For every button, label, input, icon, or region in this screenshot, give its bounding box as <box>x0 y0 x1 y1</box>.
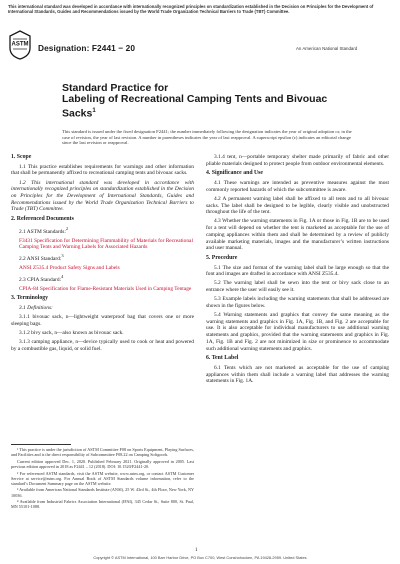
paragraph-2-2: 2.2 ANSI Standard:$^3$ <box>19 253 64 262</box>
section-heading-procedure: 5. Procedure <box>206 254 238 261</box>
title-line-1: Standard Practice for <box>62 82 169 94</box>
copyright-footer: Copyright © ASTM International, 100 Barr Harbor Drive, PO Box C700, West Conshohocken, PA 19428-2959. United States <box>93 555 307 560</box>
paragraph-1-1: 1.1 This practice establishes requirements for warnings and other information that shall be permanently affixed to recreational camping tents and bivouac sacks. <box>11 163 194 177</box>
section-heading-scope: 1. Scope <box>11 154 32 160</box>
left-column <box>11 154 194 355</box>
paragraph-3-1: 3.1 Definitions: <box>19 304 53 311</box>
designation: Designation: F2441 − 20 <box>38 43 136 53</box>
definition-bivouac-sack: 3.1.1 bivouac sack, n—lightweight waterproof bag that covers one or more sleeping bags. <box>11 314 194 327</box>
section-heading-referenced-documents: 2. Referenced Documents <box>11 216 74 223</box>
paragraph-4-3: 4.3 Whether the warning statements in Fig. 1A or those in Fig. 1B are to be used for a tent will depend on whether the tent is marketed as acceptable for the use of camping appliances within them and shall be determined by a review of publicly available marketing materials, images and the manufacturer’s written instructions and user manual. <box>206 218 389 252</box>
paragraph-5-3: 5.3 Example labels including the warning statements that shall be addressed are shown in the figures below. <box>206 296 389 309</box>
footnote-3: ³ Available from American National Standards Institute (ANSI), 25 W. 43rd St., 4th Floor, New York, NY 10036. <box>11 487 194 498</box>
footnote-4: ⁴ Available from Industrial Fabrics Association International (IFAI), 345 Cedar St., Suite 800, St. Paul, MN 55101-1088. <box>11 499 194 510</box>
paragraph-6-1: 6.1 Tents which are not marketed as acceptable for the use of camping appliances within them shall include a warning label that addresses the warning statements in Fig. 1A. <box>206 364 389 385</box>
paragraph-4-2: 4.2 A permanent warning label shall be affixed to all tents and to all bivouac sacks. The label shall be designed to be legible, clearly visible and unobstructed throughout the life of the tent. <box>206 195 389 216</box>
reference-f3431[interactable]: F3431 Specification for Determining Flammability of Materials for Recreational Camping Tents and Warning Labels for Associated Hazards <box>19 237 193 251</box>
footnote-1-edition: Current edition approved Dec. 1, 2020. Published February 2021. Originally approved in 2005. Last previous edition approved in 2018 as F2441 – 12 (2018). DOI: 10.1520/F2441-20. <box>11 458 194 469</box>
paragraph-4-1: 4.1 These warnings are intended as preventive measures against the most commonly reported hazards of which the subcommittee is aware. <box>206 180 389 193</box>
paragraph-5-1: 5.1 The size and format of the warning label shall be large enough so that the font and images are drafted in accordance with ANSI Z535.4. <box>206 264 389 278</box>
paragraph-2-1: 2.1 ASTM Standards:$^2$ <box>19 225 69 235</box>
section-heading-terminology: 3. Terminology <box>11 295 49 302</box>
title-line-2: Labeling of Recreational Camping Tents and Bivouac Sacks$^1$ <box>62 93 328 120</box>
right-column <box>206 154 389 387</box>
paragraph-5-2: 5.2 The warning label shall be sewn into the tent or bivy sack close to an entrance where the user will easily see it. <box>206 280 389 294</box>
paragraph-5-4: 5.4 Warning statements and graphics that convey the same meaning as the warning statements and graphics in Fig. 1A, Fig. 1B, and Fig. 2 are acceptable for use. It is also acceptable for individual manufacturers to use additional warning statements and graphics, provided that the warning statements and graphics in Fig. 1A, Fig. 1B and Fig. 2 are not minimized in size or prominence to accommodate such additional warning statements and graphics. <box>206 312 389 352</box>
standard-tag: An American National Standard <box>296 46 358 51</box>
reference-cpia-84[interactable]: CPIA-84 Specification for Flame-Resistant Materials Used in Camping Tentage <box>19 285 192 292</box>
astm-logo <box>9 30 31 60</box>
footnotes <box>11 447 194 511</box>
paragraph-1-2: 1.2 This international standard was developed in accordance with internationally recognized principles on standardization established in the Decision on Principles for the Development of International Standards, Guides and Recommendations issued by the World Trade Organization Technical Barriers to Trade (TBT) Committee. <box>11 179 194 213</box>
section-heading-tent-label: 6. Tent Label <box>206 355 239 362</box>
definition-tent: 3.1.4 tent, n—portable temporary shelter made primarily of fabric and other pliable materials designed to protect people from outdoor environmental elements. <box>206 154 389 167</box>
footnote-2: ² For referenced ASTM standards, visit the ASTM website, www.astm.org, or contact ASTM Customer Service at service@astm.org. For Annual Book of ASTM Standards volume information, refer to the standard’s Document Summary page on the ASTM website. <box>11 470 194 486</box>
definition-bivy-sack: 3.1.2 bivy sack, n—also known as bivouac sack. <box>19 329 124 336</box>
page-number: 1 <box>195 548 198 553</box>
footnote-divider <box>11 444 71 445</box>
footnote-1: ¹ This practice is under the jurisdiction of ASTM Committee F08 on Sports Equipment, Playing Surfaces, and Facilities and is the direct responsibility of Subcommittee F08.22 on Camping Softgoods. <box>11 447 194 458</box>
document-title <box>62 83 352 120</box>
paragraph-2-3: 2.3 CPIA Standard:$^4$ <box>19 273 64 283</box>
definition-camping-appliance: 3.1.3 camping appliance, n—device typically used to cook or heat and powered by a combustible gas, liquid, or solid fuel. <box>11 338 194 352</box>
svg-text:ASTM: ASTM <box>11 41 29 48</box>
tbt-banner: This international standard was developed in accordance with internationally recognized principles on standardization established in the Decision on Principles for the Development of International Standards, Guides and Recommendations issued by the World Trade Organization Technical Barriers to Trade (TBT) Committee. <box>8 4 374 15</box>
reference-ansi-z535-4[interactable]: ANSI Z535.4 Product Safety Signs and Labels <box>19 264 120 271</box>
section-heading-significance: 4. Significance and Use <box>206 170 264 177</box>
issuance-note: This standard is issued under the fixed designation F2441; the number immediately following the designation indicates the year of original adoption or, in the case of revision, the year of last revision. A number in parentheses indicates the year of last reapproval. A superscript epsilon (ε) indicates an editorial change since the last revision or reapproval. <box>62 129 352 146</box>
